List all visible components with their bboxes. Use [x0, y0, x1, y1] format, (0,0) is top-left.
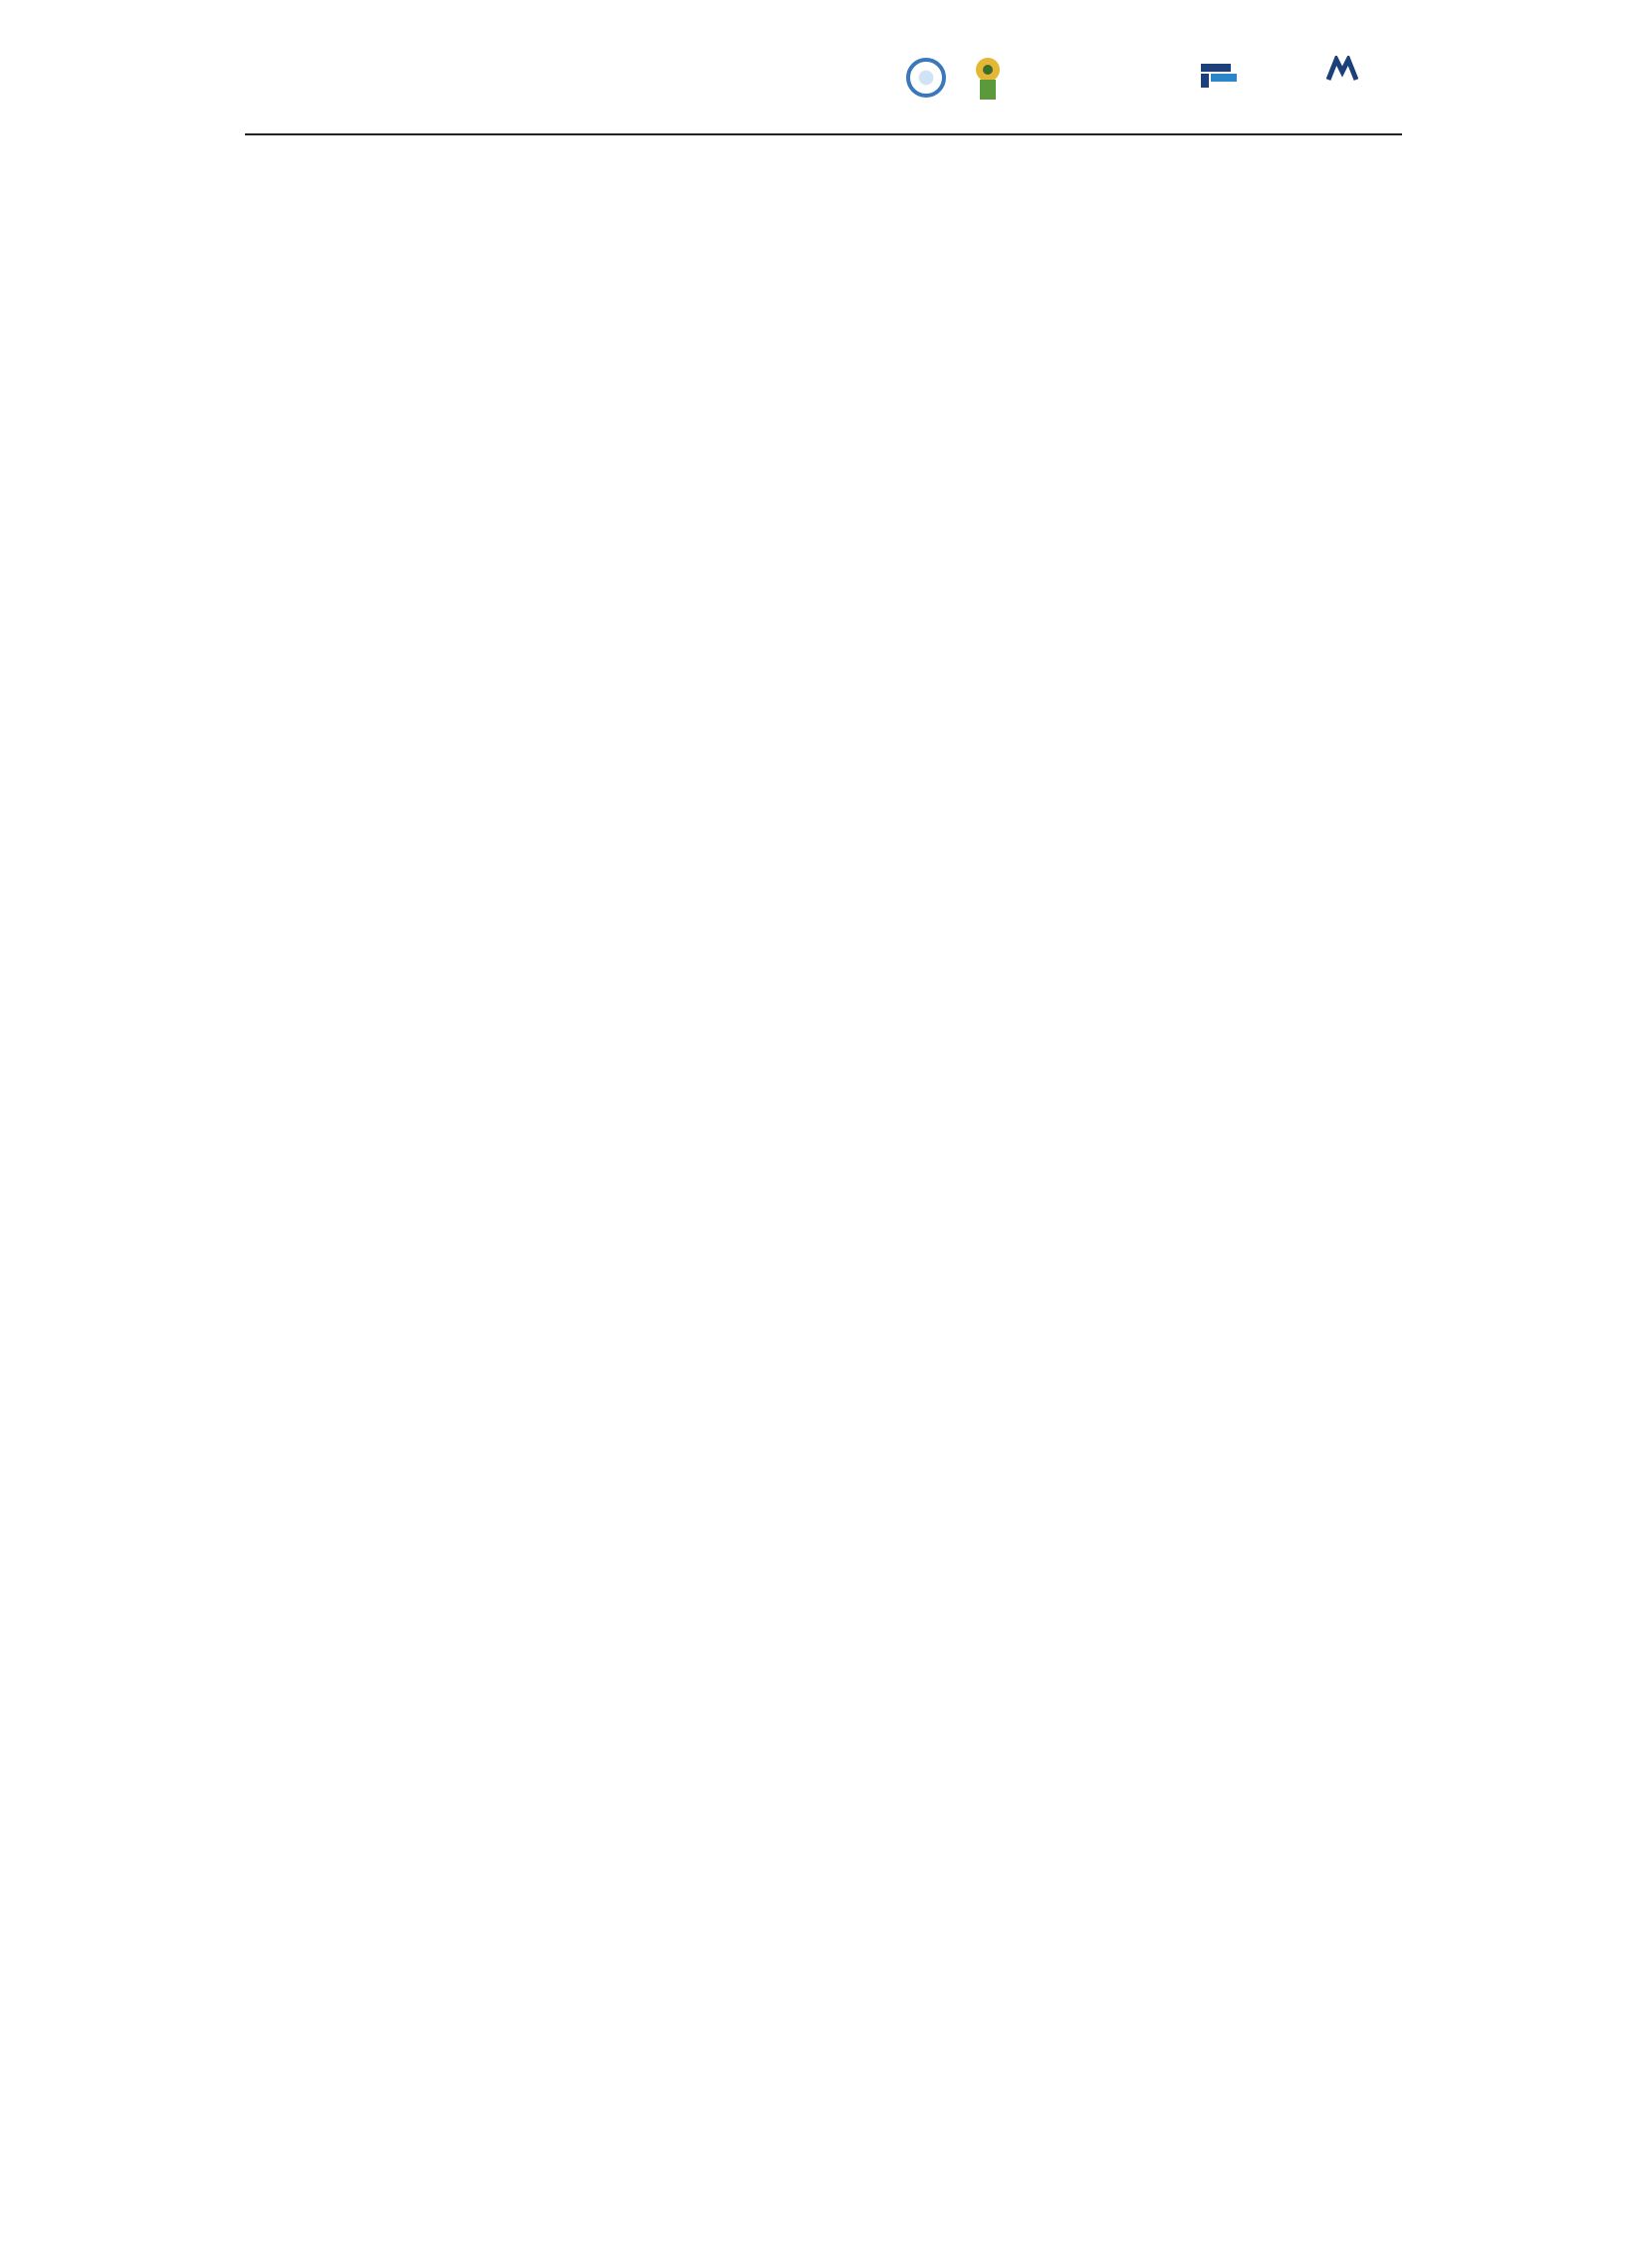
page-header: [245, 50, 1402, 135]
diagram-connectors: [245, 1362, 1402, 1720]
blockdata-logo-icon: [1326, 56, 1358, 82]
tiande-logo-icon: [1197, 60, 1243, 90]
emblem-logo: [906, 58, 946, 98]
skychain-logo: [966, 52, 1010, 104]
evaluation-model-diagram: [245, 1362, 1402, 1720]
